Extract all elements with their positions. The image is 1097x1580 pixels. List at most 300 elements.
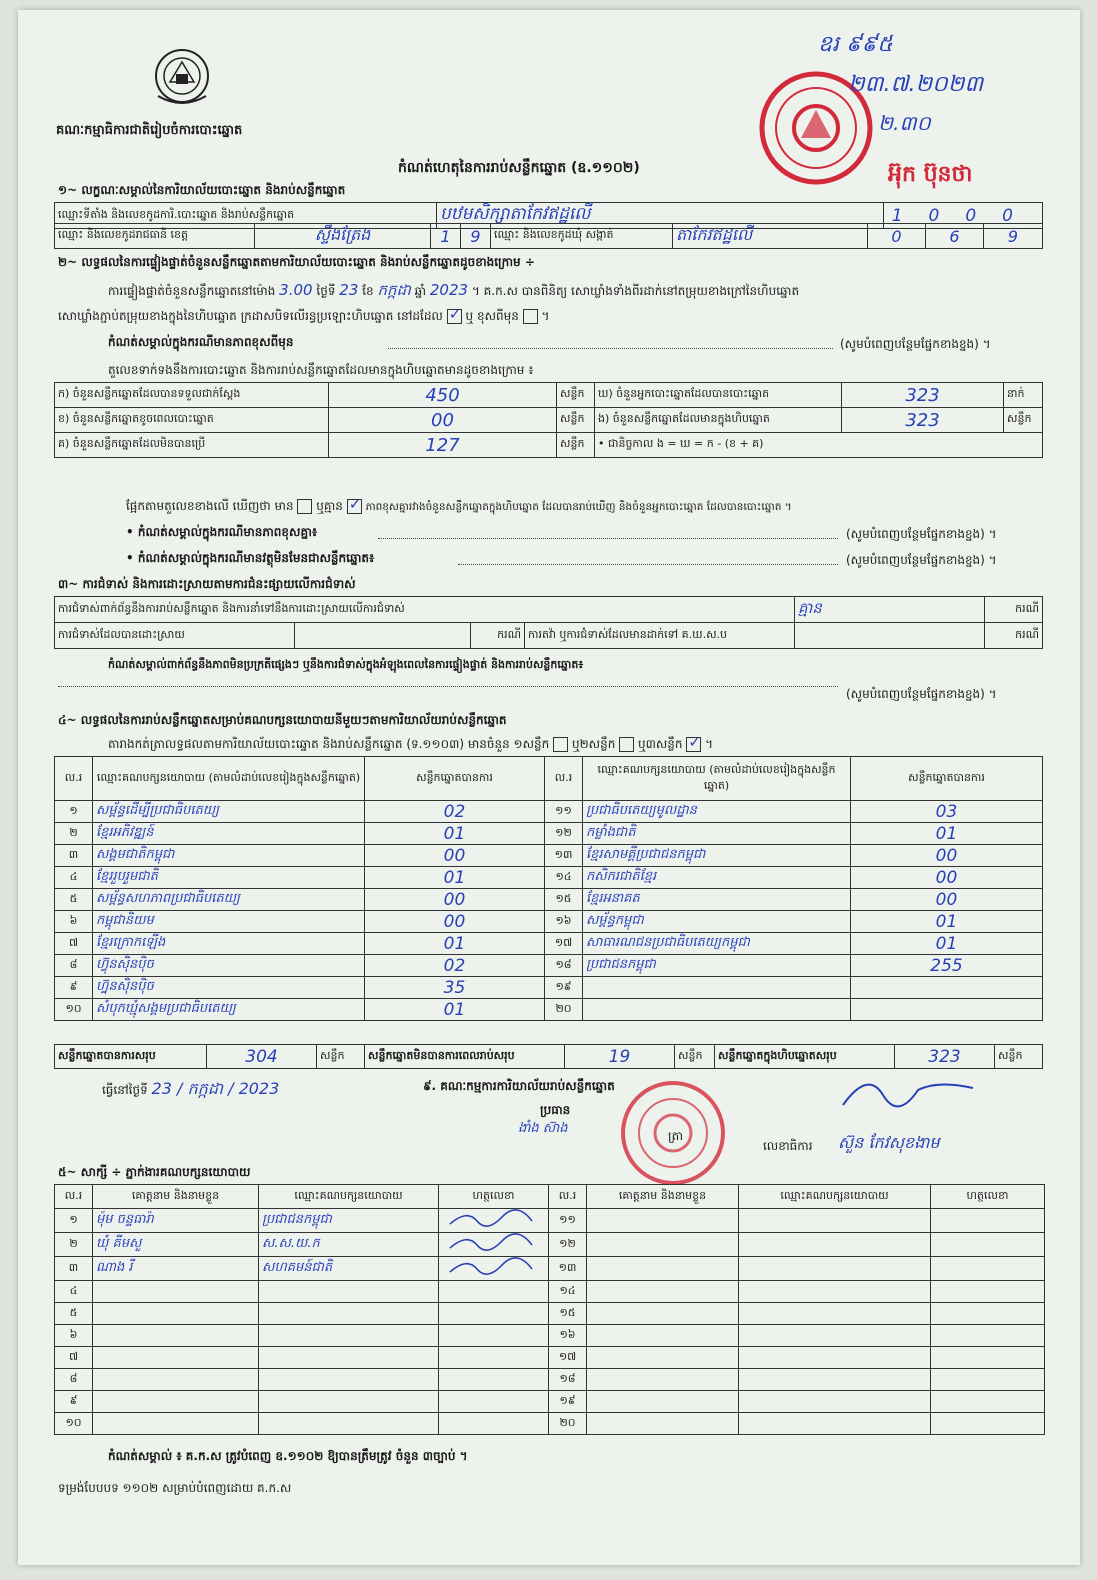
witness-no: ២ [69,1236,78,1250]
location-value: បឋមសិក្សាតាកែវឥដ្ឋលើ [440,204,591,224]
result-party: ប្រជាជនកម្ពុជា [586,957,656,972]
fill-hint-3: (សូមបំពេញបន្ថែមផ្នែកខាងខ្នង) ។ [846,553,997,567]
witness-signature-cell[interactable] [439,1233,549,1257]
voters-label: ឃ) ចំនួនអ្នកបោះឆ្នោតដែលបានបោះឆ្នោត [595,383,842,408]
verification-line: ការផ្ទៀងផ្ទាត់ចំនួនសន្លឹកឆ្នោតនៅម៉ោង 3.00 ថ្ងៃទី 23 ខែ កក្កដា ឆ្នាំ 2023 ។ គ.ក.ស បានពិនិត្យ សោឃ្លាំងទាំងពីរដាក់នៅតម្រុយខាងក្រៅនៃហិបឆ្នោត [108,281,800,299]
witness-name-cell[interactable] [93,1233,259,1257]
witness-signature-cell[interactable] [931,1347,1045,1369]
result-votes: 00 [935,867,958,888]
bullet2: • កំណត់សម្គាល់ក្នុងករណីមានវត្ថុមិនមែនជាសន្លឹកឆ្នោត៖ [126,551,375,565]
w-col-sign-right: ហត្ថលេខា [931,1185,1045,1209]
result-party: សំបុកឃ្មុំសង្គមប្រជាធិបតេយ្យ [96,1001,236,1016]
result-no: ៧ [68,935,79,949]
appeal-unit: ករណី [985,623,1043,649]
w-col-sign-left: ហត្ថលេខា [439,1185,549,1209]
witness-party-cell[interactable] [739,1257,931,1281]
signature-icon [838,1070,978,1115]
section3-heading: ៣~ ការជំទាស់ និងការដោះស្រាយតាមការជំនះផ្សាយលើការជំទាស់ [58,577,356,591]
result-row [55,867,1043,889]
seal-label: ត្រា [668,1129,683,1143]
received-unit: សន្លឹក [557,383,595,408]
result-party: កម្លាំងជាតិ [586,825,636,840]
result-party: សាធារណជនប្រជាធិបតេយ្យកម្ពុជា [586,935,750,950]
witness-party-cell[interactable] [259,1369,439,1391]
witness-name-cell[interactable] [93,1413,259,1435]
result-no: ១៣ [554,847,573,861]
formula: • ជានិច្ចកាល ង = ឃ = ក - (ខ + គ) [595,433,1043,458]
witness-row [55,1257,1045,1281]
witness-no: ១៥ [559,1305,576,1319]
commune-code-3: 9 [1007,226,1019,246]
location-code-1: 1 [891,205,929,226]
result-no: ១៤ [555,869,572,883]
result-party: ប្រជាធិបតេយ្យមូលដ្ឋាន [586,803,697,818]
witness-name-cell[interactable] [587,1233,739,1257]
witness-no: ៨ [69,1371,78,1385]
result-row [55,889,1043,911]
witness-no: ១ [69,1212,78,1226]
has-diff-checkbox[interactable] [297,499,312,514]
seal-status-line: សោឃ្លាំងភ្ជាប់តម្រុយខាងក្នុងនៃហិបឆ្នោត ក្រដាសបិទលើរន្ធប្រឡោះហិបឆ្នោត នៅដដែល ✓ ឬ ខុសពីមុន ។ [58,305,550,323]
witness-party-cell[interactable] [259,1413,439,1435]
witness-party-cell[interactable] [259,1257,439,1281]
witness-table [54,1184,1045,1435]
witness-party-cell[interactable] [259,1325,439,1347]
witness-no-cell[interactable] [549,1281,587,1303]
witness-name: ណាង រី [96,1260,133,1275]
same-checkbox[interactable]: ✓ [448,305,462,323]
received-label: ក) ចំនួនសន្លឹកឆ្នោតដែលបានទទួលជាក់ស្តែង [55,383,329,408]
result-no: ១២ [555,825,572,839]
result-party: កម្ពុជានិយម [96,913,154,928]
result-no: ១៧ [554,935,573,949]
result-votes: 01 [935,933,958,954]
unused-label: គ) ចំនួនសន្លឹកឆ្នោតដែលមិនបានប្រើ [55,433,329,458]
result-party: សម្ព័ន្ធសហភាពប្រជាធិបតេយ្យ [96,891,240,906]
witness-name-cell[interactable] [93,1257,259,1281]
witness-party-cell[interactable] [739,1325,931,1347]
result-no: ១៨ [555,957,572,971]
witness-no: ៧ [68,1349,79,1363]
form-footer: ទម្រង់បែបបទ ១១០២ សម្រាប់បំពេញដោយ គ.ក.ស [58,1481,292,1495]
witness-signature-cell[interactable] [439,1325,549,1347]
witness-signature-cell[interactable] [931,1391,1045,1413]
result-party: ខ្មែររួបរួមជាតិ [96,869,158,884]
witness-no: ១១ [559,1212,576,1226]
handwritten-receipt-date: ២៣.៧.២០២៣ [848,72,984,97]
result-row [55,977,1043,999]
result-no: ២ [69,825,78,839]
witness-name-cell[interactable] [93,1303,259,1325]
different-checkbox[interactable] [523,309,538,324]
section2-heading: ២~ លទ្ធផលនៃការផ្ទៀងផ្ទាត់ចំនួនសន្លឹកឆ្នោតតាមការិយាល័យបោះឆ្នោត និងរាប់សន្លឹកឆ្នោតដូចខាងក្រោម ÷ [58,255,535,269]
witness-no: ១៣ [558,1260,577,1274]
result-votes: 01 [935,823,958,844]
witness-name-cell[interactable] [587,1257,739,1281]
col-votes-right: សន្លឹកឆ្នោតបានការ [851,757,1043,801]
result-no: ៨ [69,957,78,971]
result-votes: 255 [930,955,963,976]
bullet2-line[interactable] [458,564,838,565]
result-votes: 02 [443,955,466,976]
irregularity-line[interactable] [58,686,838,687]
appeal-label: ការតវ៉ា ឬការជំទាស់ដែលមានដាក់ទៅ គ.ឃ.ស.ប [525,623,795,649]
witness-party-cell[interactable] [739,1391,931,1413]
witness-party-cell[interactable] [739,1209,931,1233]
witness-signature-cell[interactable] [439,1303,549,1325]
witness-signature-icon [442,1209,542,1229]
witness-party-cell[interactable] [259,1233,439,1257]
objection-label: ការជំទាស់ពាក់ព័ន្ធនឹងការរាប់សន្លឹកឆ្នោត និងការនាំទៅនឹងការដោះស្រាយលើការជំទាស់ [55,597,795,623]
location-code-3: 0 [965,205,1003,226]
witness-signature-cell[interactable] [439,1209,549,1233]
witness-no-cell[interactable] [55,1369,93,1391]
witness-signature-cell[interactable] [931,1303,1045,1325]
total-valid-unit: សន្លឹក [317,1045,365,1069]
witness-no: ១៤ [559,1283,576,1297]
witness-name-cell[interactable] [93,1347,259,1369]
difference-note-line[interactable] [388,348,833,349]
result-no: ១ [69,803,78,817]
witness-row [55,1413,1045,1435]
witness-name-cell[interactable] [587,1303,739,1325]
col-party-right: ឈ្មោះគណបក្សនយោបាយ (តាមលំដាប់លេខរៀងក្នុងសន្លឹកឆ្នោត) [583,757,851,801]
w-col-no-right: ល.រ [549,1185,587,1209]
location-code-2: 0 [928,205,966,226]
witness-no: ៣ [68,1260,79,1274]
signing-date: 23 / កក្កដា / 2023 [151,1079,280,1098]
commune-code-2: 6 [949,226,960,246]
witness-name-cell[interactable] [93,1281,259,1303]
province-value: ស្ទឹងត្រែង [314,225,371,244]
resolved-label: ការជំទាស់ដែលបានដោះស្រាយ [55,623,295,649]
witness-row [55,1233,1045,1257]
witness-party-cell[interactable] [259,1303,439,1325]
result-party: ហ៊្វុនស៊ិនប៉ិច [96,957,154,972]
discrepancy-line: ផ្អែកតាមតួលេខខាងលើ ឃើញថា មាន ឬគ្មាន ✓ ភាពខុសគ្នារវាងចំនួនសន្លឹកឆ្នោតក្នុងហិបឆ្នោត ដែលបានរាប់ឃើញ និងចំនួនអ្នកបោះឆ្នោត ដែលបានបោះឆ្នោត ។ [126,495,792,513]
objection-unit: ករណី [985,597,1043,623]
result-row [55,999,1043,1021]
province-code-1: 1 [440,226,451,246]
result-party: សម្ព័ន្ធកម្ពុជា [586,913,644,928]
location-label: ឈ្មោះទីតាំង និងលេខកូដការិ.បោះឆ្នោត និងរាប់សន្លឹកឆ្នោត [55,203,437,229]
receiver-name: អ៊ុក ប៊ុនថា [888,162,973,187]
result-no: ៦ [69,913,78,927]
col-votes-left: សន្លឹកឆ្នោតបានការ [365,757,545,801]
result-votes: 01 [935,911,958,932]
spoiled-unit: សន្លឹក [557,408,595,433]
witness-no-cell[interactable] [549,1233,587,1257]
chair-name: ងាំង ស៊ាង [518,1121,568,1136]
ballot-count-form [18,10,1080,1565]
commune-value: តាកែវឥដ្ឋលើ [676,225,753,244]
witness-party: សហគមន៍ជាតិ [262,1260,333,1275]
witness-no: ៩ [69,1393,78,1407]
witness-name: ម៉ុម ចន្ទធារ៉ា [96,1212,154,1227]
col-no-right: ល.រ [545,757,583,801]
w-col-no-left: ល.រ [55,1185,93,1209]
result-no: ៤ [69,869,78,883]
witness-no-cell[interactable] [55,1413,93,1435]
witness-no-cell[interactable] [55,1209,93,1233]
unused-value: 127 [425,434,460,456]
witness-name-cell[interactable] [587,1281,739,1303]
total-box-label: សន្លឹកឆ្នោតក្នុងហិបឆ្នោតសរុប [715,1045,895,1069]
resolved-unit: ករណី [471,623,525,649]
objection-table [54,596,1043,649]
form-title: កំណត់ហេតុនៃការរាប់សន្លឹកឆ្នោត (ឧ.១១០២) [398,160,640,176]
witness-row [55,1281,1045,1303]
irregularity-note: កំណត់សម្គាល់ពាក់ព័ន្ធនឹងភាពមិនប្រក្រតីផ្សេងៗ ឬនឹងការជំទាស់ក្នុងអំឡុងពេលនៃការផ្ទៀងផ្ទាត់ និងការរាប់សន្លឹកឆ្នោត៖ [108,658,584,671]
witness-no-cell[interactable] [55,1347,93,1369]
total-invalid-unit: សន្លឹក [675,1045,715,1069]
witness-no-cell[interactable] [55,1303,93,1325]
section5-heading: ៥~ សាក្សី ÷ ភ្នាក់ងារគណបក្សនយោបាយ [58,1165,251,1179]
result-votes: 01 [443,867,466,888]
spoiled-label: ខ) ចំនួនសន្លឹកឆ្នោតខូចពេលបោះឆ្នោត [55,408,329,433]
witness-no-cell[interactable] [55,1281,93,1303]
one-sheet-checkbox[interactable] [553,737,568,752]
result-row [55,823,1043,845]
result-no: ៣ [68,847,79,861]
totals-table [54,1044,1043,1069]
bullet1: • កំណត់សម្គាល់ក្នុងករណីមានភាពខុសគ្នា៖ [126,525,318,539]
voters-value: 323 [905,384,940,406]
result-party: ខ្មែរសាមគ្គីប្រជាជនកម្ពុជា [586,847,706,862]
col-party-left: ឈ្មោះគណបក្សនយោបាយ (តាមលំដាប់លេខរៀងក្នុងសន្លឹកឆ្នោត) [93,757,365,801]
witness-no-cell[interactable] [549,1413,587,1435]
witness-party-cell[interactable] [739,1303,931,1325]
witness-party-cell[interactable] [739,1347,931,1369]
witness-name-cell[interactable] [587,1347,739,1369]
bullet1-line[interactable] [378,538,838,539]
witness-signature-cell[interactable] [931,1233,1045,1257]
objection-value: គ្មាន [798,598,822,617]
result-no: ២០ [555,1001,572,1015]
witness-no: ១៨ [559,1371,576,1385]
fill-hint-4: (សូមបំពេញបន្ថែមផ្នែកខាងខ្នង) ។ [846,687,997,701]
witness-no-cell[interactable] [549,1325,587,1347]
figures-intro: តួលេខទាក់ទងនឹងការបោះឆ្នោត និងការរាប់សន្លឹកឆ្នោតដែលមានក្នុងហិបឆ្នោតមានដូចខាងក្រោម ៖ [108,363,534,377]
result-votes: 00 [935,889,958,910]
location-code-4: 0 [1002,205,1039,226]
witness-no-cell[interactable] [55,1233,93,1257]
total-valid-value: 304 [245,1046,278,1067]
witness-no: ១៧ [558,1349,577,1363]
witness-signature-cell[interactable] [931,1413,1045,1435]
verification-year: 2023 [429,281,469,299]
witness-signature-cell[interactable] [439,1347,549,1369]
witness-no-cell[interactable] [549,1347,587,1369]
section1-table-row2 [54,223,1043,249]
witness-no: ៥ [69,1305,78,1319]
witness-name-cell[interactable] [93,1369,259,1391]
result-party: កសិករជាតិខ្មែរ [586,869,657,884]
footnote: កំណត់សម្គាល់ ៖ គ.ក.ស ត្រូវបំពេញ ឧ.១១០២ ឱ្យបានត្រឹមត្រូវ ចំនួន ៣ច្បាប់ ។ [108,1449,468,1463]
w-col-name-left: គោត្តនាម និងនាមខ្លួន [93,1185,259,1209]
witness-signature-cell[interactable] [439,1413,549,1435]
witness-name: ឃុំ គីមសួ [96,1236,142,1251]
verification-day: 23 [339,281,359,299]
w-col-party-left: ឈ្មោះគណបក្សនយោបាយ [259,1185,439,1209]
witness-party-cell[interactable] [259,1391,439,1413]
witness-party-cell[interactable] [739,1233,931,1257]
witness-no: ១៦ [559,1327,576,1341]
witness-signature-cell[interactable] [439,1391,549,1413]
result-row [55,955,1043,977]
result-party: ខ្មែរអនាគត [586,891,640,906]
witness-signature-icon [442,1257,542,1277]
received-value: 450 [425,384,460,406]
result-votes: 00 [443,911,466,932]
in-box-label: ង) ចំនួនសន្លឹកឆ្នោតដែលមានក្នុងហិបឆ្នោត [595,408,842,433]
witness-row [55,1391,1045,1413]
witness-row [55,1209,1045,1233]
witness-no: ១០ [65,1415,82,1429]
witness-signature-cell[interactable] [931,1209,1045,1233]
in-box-value: 323 [905,409,940,431]
witness-no: ៦ [69,1327,78,1341]
result-votes: 00 [443,889,466,910]
witness-name-cell[interactable] [587,1391,739,1413]
secretary-label: លេខាធិការ [763,1139,813,1153]
unused-unit: សន្លឹក [557,433,595,458]
witness-party-cell[interactable] [259,1347,439,1369]
witness-party-cell[interactable] [259,1209,439,1233]
witness-no: ១៩ [559,1393,576,1407]
result-row [55,845,1043,867]
total-valid-label: សន្លឹកឆ្នោតបានការសរុប [55,1045,207,1069]
result-votes: 01 [443,823,466,844]
witness-row [55,1325,1045,1347]
result-votes: 00 [935,845,958,866]
committee-label: ៩. គណៈកម្មការការិយាល័យរាប់សន្លឹកឆ្នោត [423,1079,615,1093]
result-no: ១៦ [555,913,572,927]
section4-heading: ៤~ លទ្ធផលនៃការរាប់សន្លឹកឆ្នោតសម្រាប់គណបក្សនយោបាយនីមួយៗតាមការិយាល័យរាប់សន្លឹកឆ្នោត [58,713,507,727]
witness-no-cell[interactable] [55,1325,93,1347]
result-party: ខ្មែរក្រោកឡើង [96,935,166,950]
result-votes: 35 [443,977,466,998]
witness-party-cell[interactable] [259,1281,439,1303]
witness-no-cell[interactable] [549,1369,587,1391]
witness-row [55,1369,1045,1391]
figures-table [54,382,1043,458]
results-table [54,756,1043,1021]
witness-signature-cell[interactable] [931,1257,1045,1281]
total-invalid-value: 19 [608,1046,631,1067]
witness-no-cell[interactable] [549,1257,587,1281]
witness-party-cell[interactable] [739,1369,931,1391]
no-diff-checkbox[interactable]: ✓ [348,495,362,513]
witness-signature-cell[interactable] [439,1257,549,1281]
witness-party-cell[interactable] [739,1413,931,1435]
section1-heading: ១~ លក្ខណៈសម្គាល់នៃការិយាល័យបោះឆ្នោត និងរាប់សន្លឹកឆ្នោត [58,183,346,197]
result-no: ៥ [69,891,78,905]
witness-name-cell[interactable] [93,1325,259,1347]
witness-name-cell[interactable] [93,1391,259,1413]
difference-note-label: កំណត់សម្គាល់ក្នុងករណីមានភាពខុសពីមុន [108,335,294,349]
three-sheet-checkbox[interactable]: ✓ [688,733,701,751]
province-code-2: 9 [470,226,481,246]
w-col-party-right: ឈ្មោះគណបក្សនយោបាយ [739,1185,931,1209]
witness-name-cell[interactable] [93,1209,259,1233]
w-col-name-right: គោត្តនាម និងនាមខ្លួន [587,1185,739,1209]
result-votes: 01 [443,999,466,1020]
result-no: ១៥ [555,891,572,905]
witness-party-cell[interactable] [739,1281,931,1303]
witness-name-cell[interactable] [587,1413,739,1435]
two-sheet-checkbox[interactable] [619,737,634,752]
voters-unit: នាក់ [1004,383,1043,408]
total-invalid-label: សន្លឹកឆ្នោតមិនបានការពេលរាប់សរុប [365,1045,565,1069]
witness-no-cell[interactable] [55,1257,93,1281]
col-no-left: ល.រ [55,757,93,801]
in-box-unit: សន្លឹក [1004,408,1043,433]
result-row [55,911,1043,933]
spoiled-value: 00 [431,409,454,431]
witness-no-cell[interactable] [55,1391,93,1413]
result-row [55,933,1043,955]
fill-hint: (សូមបំពេញបន្ថែមផ្នែកខាងខ្នង) ។ [840,337,991,351]
province-label: ឈ្មោះ និងលេខកូដរាជធានី ខេត្ត [55,224,255,249]
witness-signature-cell[interactable] [931,1281,1045,1303]
commune-label: ឈ្មោះ និងលេខកូដឃុំ សង្កាត់ [491,224,673,249]
witness-no: ១២ [559,1236,576,1250]
witness-name-cell[interactable] [587,1209,739,1233]
witness-no: ៤ [69,1283,78,1297]
witness-name-cell[interactable] [587,1369,739,1391]
witness-signature-cell[interactable] [931,1325,1045,1347]
sheets-line: តារាងកត់ត្រាលទ្ធផលតាមការិយាល័យបោះឆ្នោត និងរាប់សន្លឹកឆ្នោត (ទ.១១០៣) មានចំនួន ១សន្លឹក ឬ២សន្លឹក ឬ៣សន្លឹក ✓ ។ [108,733,714,751]
result-votes: 01 [443,933,466,954]
total-box-unit: សន្លឹក [995,1045,1043,1069]
result-no: ១១ [555,803,572,817]
witness-no: ២០ [559,1415,576,1429]
verification-time: 3.00 [279,281,313,299]
witness-signature-cell[interactable] [439,1281,549,1303]
witness-row [55,1347,1045,1369]
fill-hint-2: (សូមបំពេញបន្ថែមផ្នែកខាងខ្នង) ។ [846,527,997,541]
witness-signature-icon [442,1233,542,1253]
handwritten-receipt-number: ឧរ ៩៩៥ [818,32,893,57]
witness-no-cell[interactable] [549,1391,587,1413]
org-name: គណៈកម្មាធិការជាតិរៀបចំការបោះឆ្នោត [56,123,243,138]
result-party: សង្គមជាតិកម្ពុជា [96,847,175,862]
witness-signature-cell[interactable] [931,1369,1045,1391]
result-no: ១៩ [555,979,572,993]
result-votes: 03 [935,801,958,822]
witness-name-cell[interactable] [587,1325,739,1347]
date-row: ធ្វើនៅថ្ងៃទី 23 / កក្កដា / 2023 [102,1079,280,1098]
result-no: ១០ [65,1001,82,1015]
result-party: ខ្មែរអភិវឌ្ឍន៍ [96,825,154,840]
witness-no-cell[interactable] [549,1209,587,1233]
secretary-name: ស៊ួន កែវសុខងាម [838,1133,940,1152]
witness-row [55,1303,1045,1325]
commune-code-1: 0 [891,226,902,246]
result-no: ៩ [69,979,78,993]
result-votes: 02 [443,801,466,822]
result-party: ហ្វ៊ុនស៊ិនប៉ិច [96,979,154,994]
witness-signature-cell[interactable] [439,1369,549,1391]
witness-no-cell[interactable] [549,1303,587,1325]
chair-label: ប្រធាន [540,1103,571,1117]
result-votes: 00 [443,845,466,866]
result-party: សម្ព័ន្ធដើម្បីប្រជាធិបតេយ្យ [96,803,220,818]
witness-party: ស.ស.យ.ក [262,1236,320,1251]
witness-party: ប្រជាជនកម្ពុជា [262,1212,332,1227]
total-box-value: 323 [928,1046,961,1067]
